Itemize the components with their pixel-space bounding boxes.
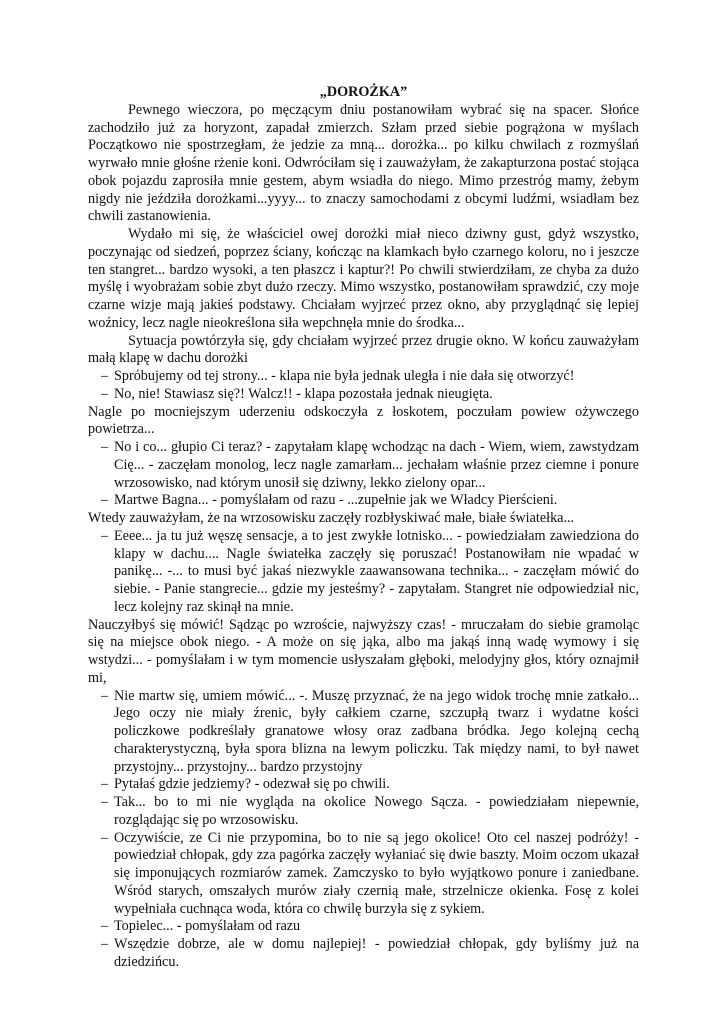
dialogue-line: – Wszędzie dobrze, ale w domu najlepiej! - powiedział chłopak, gdy byliśmy już na dziedzińcu. [88,936,639,972]
dialogue-line: – Nie martw się, umiem mówić... -. Muszę przyznać, że na jego widok trochę mnie zatkało... Jego oczy nie miały źrenic, były całkiem czarne, szczupłą twarz i wydatne kości policzkowe podkreślały granatowe włosy oraz zadbana bródka. Jego kolejną cechą charakterystyczną, była spora blizna na lewym policzku. Tak między nami, to był nawet przystojny... przystojny... bardzo przystojny [88,688,639,777]
dialogue-line: – Tak... bo to mi nie wygląda na okolice Nowego Sącza. - powiedziałam niepewnie, rozglądając się po wrzosowisku. [88,794,639,830]
dialogue-line: – Eeee... ja tu już węszę sensacje, a to jest zwykłe lotnisko... - powiedziałam zawiedziona do klapy w dachu.... Nagle światełka zaczęły się poruszać! Postanowiłam nie wpadać w panikę... -... to musi być jakaś niezwykle zaawansowana technika... - zaczęłam mówić do siebie. - Panie stangrecie... gdzie my jesteśmy? - zapytałam. Stangret nie odpowiedział nic, lecz kolejny raz skinął na mnie. [88,528,639,617]
dialogue-line: – Spróbujemy od tej strony... - klapa nie była jednak uległa i nie dała się otworzyć! [88,368,639,386]
paragraph: Nagle po mocniejszym uderzeniu odskoczyła z łoskotem, poczułam powiew ożywczego powietrza... [88,403,639,438]
dialogue-line: – Topielec... - pomyślałam od razu [88,918,639,936]
paragraph: Wtedy zauważyłam, że na wrzosowisku zaczęły rozbłyskiwać małe, białe światełka... [88,510,575,526]
paragraph: Nauczyłbyś się mówić! Sądząc po wzroście, najwyższy czas! - mruczałam do siebie gramoląc się na miejsce obok niego. - A może on się jąka, albo ma jakąś inną wadę wymowy i się wstydzi... - pomyślałam i w tym momencie usłyszałam głęboki, melodyjny głos, który oznajmił mi, [88,616,639,686]
dialogue-line: – Martwe Bagna... - pomyślałam od razu - ...zupełnie jak we Władcy Pierścieni. [88,492,639,510]
dialogue-line: – Oczywiście, ze Ci nie przypomina, bo to nie są jego okolice! Oto cel naszej podróży! -powiedział chłopak, gdy zza pagórka zaczęły wyłaniać się dwie baszty. Moim oczom ukazał się imponujących rozmiarów zamek. Zamczysko to było wyjątkowo ponure i zaniedbane. Wśród starych, omszałych murów ziały czernią małe, strzelnicze okienka. Fosę z kolei wypełniała cuchnąca woda, która co chwilę burzyła się z sykiem. [88,830,639,919]
paragraph: Wydało mi się, że właściciel owej dorożki miał nieco dziwny gust, gdyż wszystko, poczynając od siedzeń, poprzez ściany, kończąc na klamkach było czarnego koloru, no i jeszcze ten stangret... bardzo wysoki, a ten płaszcz i kaptur?! Po chwili stwierdziłam, ze chyba za dużo myślę i wyobrażam sobie zbyt dużo rzeczy. Mimo wszystko, postanowiłam sprawdzić, czy moje czarne wizje mają jakieś podstawy. Chciałam wyjrzeć przez okno, aby przyglądnąć się lepiej woźnicy, lecz nagle nieokreślona siła wepchnęła mnie do środka... [88,226,639,331]
document-title: „DOROŻKA” [319,84,408,100]
dialogue-line: – No, nie! Stawiasz się?! Walcz!! - klapa pozostała jednak nieugięta. [88,386,639,404]
paragraph: Sytuacja powtórzyła się, gdy chciałam wyjrzeć przez drugie okno. W końcu zauważyłam małą klapę w dachu dorożki [88,332,639,367]
dialogue-line: – No i co... głupio Ci teraz? - zapytałam klapę wchodząc na dach - Wiem, wiem, zawstydzam Cię... - zaczęłam monolog, lecz nagle zamarłam... jechałam właśnie przez ciemne i ponure wrzosowisko, nad którym unosił się dziwny, lekko zielony opar... [88,439,639,492]
document-page [88,84,639,972]
paragraph: Pewnego wieczora, po męczącym dniu postanowiłam wybrać się na spacer. Słońce zachodziło już za horyzont, zapadał zmierzch. Szłam przed siebie pogrążona w myślach Początkowo nie spostrzegłam, że jedzie za mną... dorożka... po kilku chwilach z rozmyślań wyrwało mnie głośne rżenie koni. Odwróciłam się i zauważyłam, że zakapturzona postać stojąca obok pojazdu zaprosiła mnie gestem, abym wsiadła do niego. Mimo przestróg mamy, żebym nigdy nie jeździła dorożkami...yyyy... to znaczy samochodami z obcymi ludźmi, wsiadłam bez chwili zastanowienia. [88,101,639,225]
dialogue-line: – Pytałaś gdzie jedziemy? - odezwał się po chwili. [88,776,639,794]
